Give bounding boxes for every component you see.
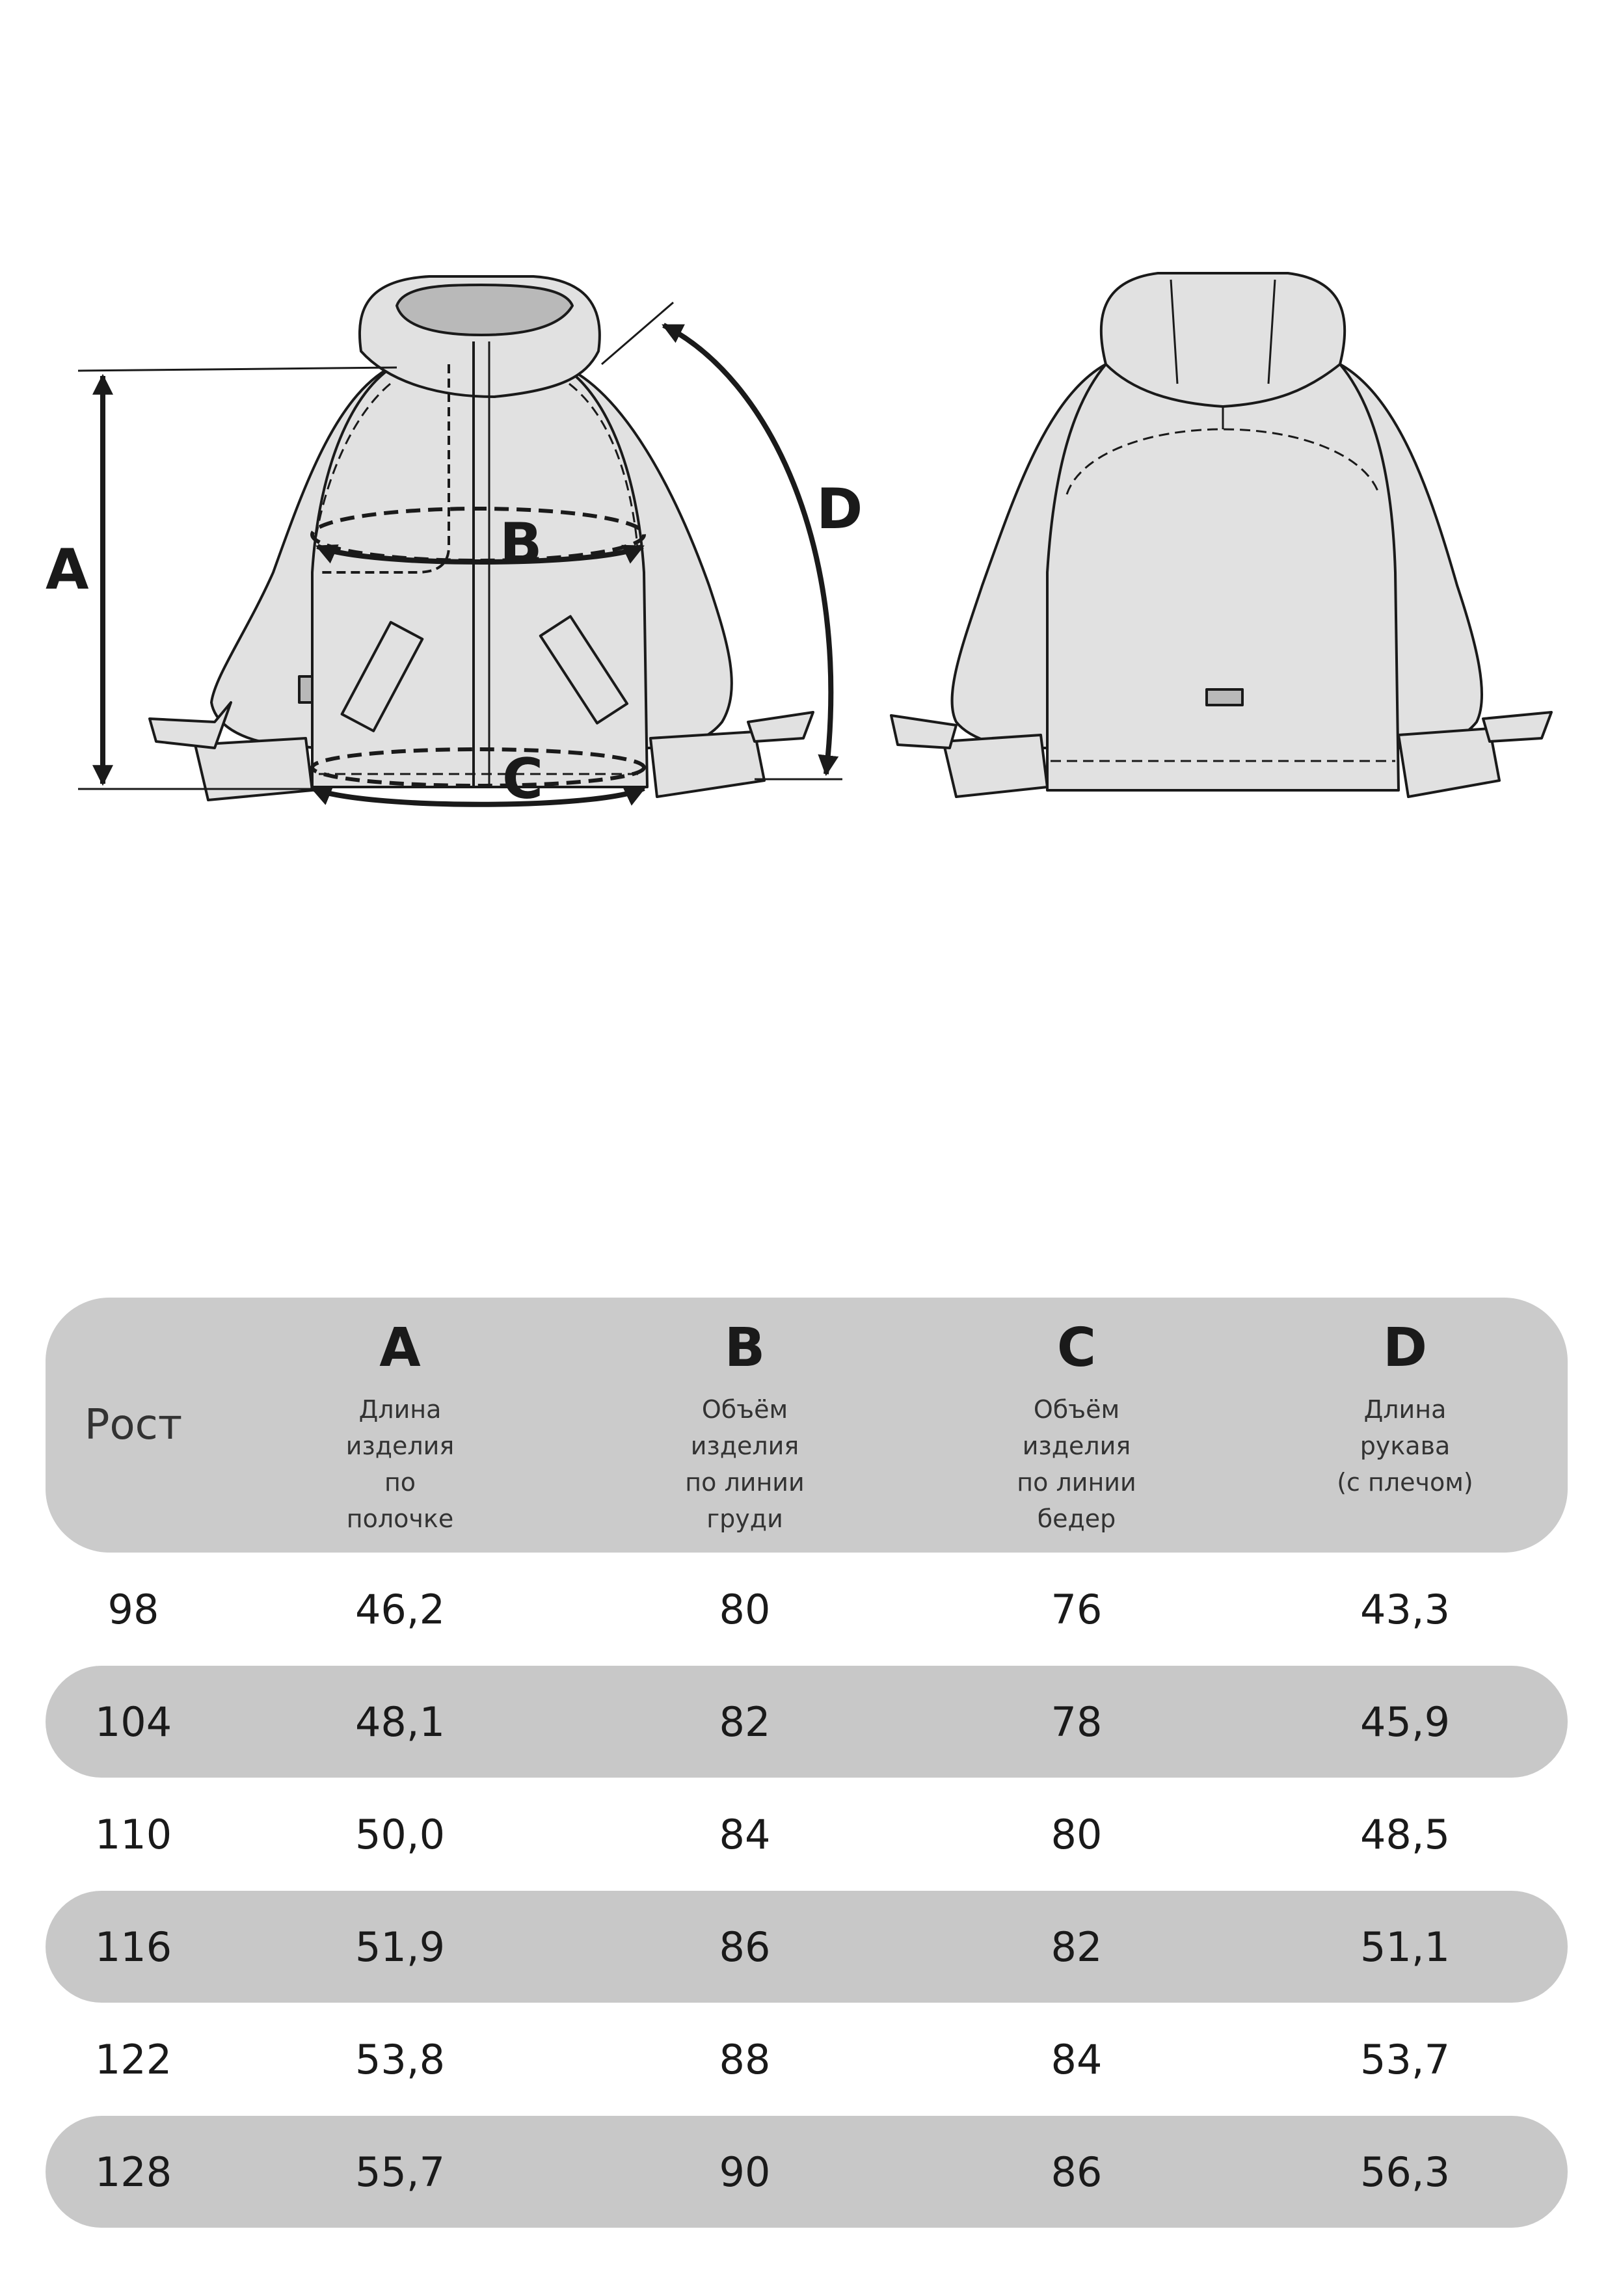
table-row xyxy=(46,1553,1568,1665)
column-c-header xyxy=(911,1298,1242,1553)
c-cell: 78 xyxy=(1051,1698,1103,1746)
c-cell: 84 xyxy=(1051,2035,1103,2083)
back-hood xyxy=(1101,273,1345,407)
table-row xyxy=(46,1778,1568,1890)
height-cell: 128 xyxy=(94,2148,172,2196)
b-cell: 86 xyxy=(719,1923,771,1971)
a-cell: 51,9 xyxy=(355,1923,446,1971)
column-b-description: Объём изделия по линии груди xyxy=(685,1395,805,1533)
d-top-guide xyxy=(602,302,673,364)
column-d-letter: D xyxy=(1382,1317,1428,1379)
d-cell: 48,5 xyxy=(1360,1810,1451,1858)
a-label: A xyxy=(46,537,89,602)
a-cell: 55,7 xyxy=(355,2148,446,2196)
column-a-description: Длина изделия по полочке xyxy=(345,1395,455,1533)
column-d-description: Длина рукава (с плечом) xyxy=(1337,1395,1473,1497)
column-c-description: Объём изделия по линии бедер xyxy=(1017,1395,1136,1533)
a-top-guide xyxy=(78,367,397,371)
height-cell: 104 xyxy=(94,1698,172,1746)
b-cell: 82 xyxy=(719,1698,771,1746)
c-cell: 82 xyxy=(1051,1923,1103,1971)
d-cell: 56,3 xyxy=(1360,2148,1451,2196)
d-cell: 53,7 xyxy=(1360,2035,1451,2083)
c-cell: 86 xyxy=(1051,2148,1103,2196)
a-cell: 50,0 xyxy=(355,1810,446,1858)
c-cell: 80 xyxy=(1051,1810,1103,1858)
c-cell: 76 xyxy=(1051,1585,1103,1633)
jacket-technical-drawing xyxy=(0,0,1608,911)
front-label xyxy=(299,676,312,702)
table-row xyxy=(46,2116,1568,2228)
column-a-header xyxy=(221,1298,579,1553)
table-row xyxy=(46,2003,1568,2115)
front-right-bow xyxy=(748,712,813,741)
jacket-front-view xyxy=(150,276,813,800)
size-table-header xyxy=(46,1298,1568,1553)
back-label xyxy=(1207,689,1242,705)
height-cell: 122 xyxy=(94,2035,172,2083)
column-b-header xyxy=(579,1298,911,1553)
c-label: C xyxy=(502,747,544,812)
b-cell: 84 xyxy=(719,1810,771,1858)
back-right-bow xyxy=(1483,712,1551,741)
d-cell: 43,3 xyxy=(1360,1585,1451,1633)
c-arrow xyxy=(312,788,644,805)
column-a-letter: A xyxy=(379,1317,421,1379)
front-right-cuff xyxy=(650,732,764,797)
size-table xyxy=(46,1298,1568,2228)
jacket-back-view xyxy=(891,273,1551,797)
height-cell: 110 xyxy=(94,1810,172,1858)
b-cell: 90 xyxy=(719,2148,771,2196)
a-cell: 48,1 xyxy=(355,1698,446,1746)
table-row xyxy=(46,1891,1568,2003)
back-left-cuff xyxy=(943,735,1047,797)
back-left-bow xyxy=(891,715,956,748)
column-d-header xyxy=(1242,1298,1568,1553)
column-b-letter: B xyxy=(724,1317,766,1379)
d-cell: 45,9 xyxy=(1360,1698,1451,1746)
column-c-letter: C xyxy=(1056,1317,1097,1379)
height-cell: 98 xyxy=(107,1585,159,1633)
a-cell: 53,8 xyxy=(355,2035,446,2083)
back-right-cuff xyxy=(1399,728,1499,797)
height-column-header: Рост xyxy=(84,1401,183,1449)
d-label: D xyxy=(816,477,863,542)
a-cell: 46,2 xyxy=(355,1585,446,1633)
b-cell: 80 xyxy=(719,1585,771,1633)
b-label: B xyxy=(500,511,543,576)
height-cell: 116 xyxy=(94,1923,172,1971)
table-row xyxy=(46,1666,1568,1778)
b-cell: 88 xyxy=(719,2035,771,2083)
d-cell: 51,1 xyxy=(1360,1923,1451,1971)
